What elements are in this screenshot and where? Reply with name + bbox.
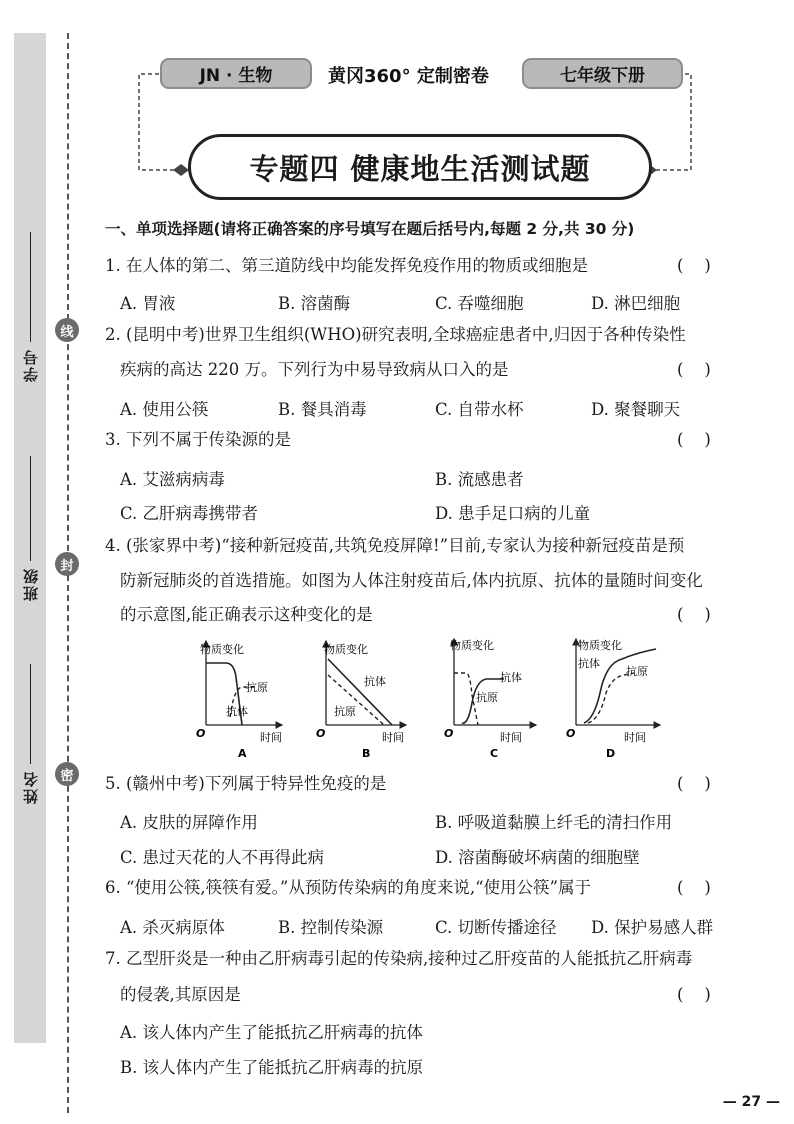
graph-a-xlabel: 时间	[260, 731, 282, 744]
question-5-option-a[interactable]: A. 皮肤的屏障作用	[120, 813, 258, 832]
question-2-option-d[interactable]: D. 聚餐聊天	[591, 400, 681, 419]
name-blank[interactable]	[30, 664, 31, 764]
graph-d-ylabel: 物质变化	[578, 639, 622, 652]
page-number: — 27 —	[722, 1094, 780, 1110]
class-label: 班级	[21, 567, 40, 601]
question-2-stem-line-1: 2. (昆明中考)世界卫生组织(WHO)研究表明,全球癌症患者中,归因于各种传染性	[105, 325, 686, 344]
question-3-answer-blank[interactable]: ( )	[677, 430, 711, 449]
question-7-stem-line-1: 7. 乙型肝炎是一种由乙肝病毒引起的传染病,接种过乙肝疫苗的人能抵抗乙肝病毒	[105, 949, 693, 968]
seal-mark-seal: 封	[55, 552, 79, 576]
question-4-stem-line-3: 的示意图,能正确表示这种变化的是	[120, 605, 373, 624]
question-6-option-d[interactable]: D. 保护易感人群	[591, 918, 714, 937]
graph-d-antigen-label: 抗原	[626, 665, 648, 678]
seal-mark-line: 线	[55, 318, 79, 342]
antigen-antibody-graphs	[190, 633, 670, 763]
question-6-answer-blank[interactable]: ( )	[677, 878, 711, 897]
graph-c-ylabel: 物质变化	[450, 639, 494, 652]
graph-b-xlabel: 时间	[382, 731, 404, 744]
graph-c-antigen-label: 抗原	[476, 691, 498, 704]
question-5-option-c[interactable]: C. 患过天花的人不再得此病	[120, 848, 325, 867]
question-6-stem: 6. “使用公筷,筷筷有爱。”从预防传染病的角度来说,“使用公筷”属于	[105, 878, 591, 897]
seal-mark-secret: 密	[55, 762, 79, 786]
graph-c-panel-label: C	[490, 747, 499, 760]
subject-badge: JN · 生物	[160, 58, 312, 89]
series-label: 黄冈360° 定制密卷	[328, 66, 489, 87]
graph-panel-d	[566, 638, 660, 760]
question-3-option-c[interactable]: C. 乙肝病毒携带者	[120, 504, 259, 523]
section-heading: 一、单项选择题(请将正确答案的序号填写在题后括号内,每题 2 分,共 30 分)	[105, 220, 635, 238]
student-number-blank[interactable]	[30, 232, 31, 342]
graph-b-origin: O	[316, 727, 326, 740]
graph-a-ylabel: 物质变化	[200, 643, 244, 656]
question-7-option-a[interactable]: A. 该人体内产生了能抵抗乙肝病毒的抗体	[120, 1023, 423, 1042]
graph-panel-a	[196, 641, 282, 760]
graph-d-antibody-label: 抗体	[578, 657, 600, 670]
question-4-stem-line-1: 4. (张家界中考)“接种新冠疫苗,共筑免疫屏障!”目前,专家认为接种新冠疫苗是预	[105, 536, 685, 555]
page-title-box	[188, 134, 652, 200]
graph-d-panel-label: D	[606, 747, 616, 760]
question-2-option-c[interactable]: C. 自带水杯	[435, 400, 524, 419]
graph-a-origin: O	[196, 727, 206, 740]
graph-panel-c	[444, 638, 536, 760]
question-1-option-a[interactable]: A. 胃液	[120, 294, 176, 313]
question-7-option-b[interactable]: B. 该人体内产生了能抵抗乙肝病毒的抗原	[120, 1058, 424, 1077]
graph-b-antigen-label: 抗原	[334, 705, 356, 718]
question-7-stem-line-2: 的侵袭,其原因是	[120, 985, 241, 1004]
class-field[interactable]	[17, 452, 43, 601]
graph-a-antigen-label: 抗原	[246, 681, 268, 694]
class-blank[interactable]	[30, 456, 31, 561]
question-1-stem: 1. 在人体的第二、第三道防线中均能发挥免疫作用的物质或细胞是	[105, 256, 588, 275]
question-2-answer-blank[interactable]: ( )	[677, 360, 711, 379]
graph-b-ylabel: 物质变化	[324, 643, 368, 656]
question-1-option-c[interactable]: C. 吞噬细胞	[435, 294, 524, 313]
grade-badge: 七年级下册	[522, 58, 683, 89]
question-5-answer-blank[interactable]: ( )	[677, 774, 711, 793]
name-label: 姓名	[21, 770, 40, 804]
question-5-stem: 5. (赣州中考)下列属于特异性免疫的是	[105, 774, 387, 793]
question-2-stem-line-2: 疾病的高达 220 万。下列行为中易导致病从口入的是	[120, 360, 509, 379]
graph-d-xlabel: 时间	[624, 731, 646, 744]
graph-c-antibody-label: 抗体	[500, 671, 522, 684]
question-2-option-b[interactable]: B. 餐具消毒	[278, 400, 367, 419]
graph-b-antibody-label: 抗体	[364, 675, 386, 688]
question-6-option-c[interactable]: C. 切断传播途径	[435, 918, 557, 937]
question-1-option-b[interactable]: B. 溶菌酶	[278, 294, 351, 313]
graph-a-antibody-label: 抗体	[226, 705, 248, 718]
question-3-option-b[interactable]: B. 流感患者	[435, 470, 524, 489]
graph-b-panel-label: B	[362, 747, 371, 760]
question-3-option-a[interactable]: A. 艾滋病病毒	[120, 470, 225, 489]
graph-a-panel-label: A	[238, 747, 247, 760]
question-5-option-b[interactable]: B. 呼吸道黏膜上纤毛的清扫作用	[435, 813, 673, 832]
question-5-option-d[interactable]: D. 溶菌酶破坏病菌的细胞壁	[435, 848, 640, 867]
question-2-option-a[interactable]: A. 使用公筷	[120, 400, 209, 419]
header-bar	[160, 58, 683, 91]
student-number-label: 学号	[21, 348, 40, 382]
student-number-field[interactable]	[17, 228, 43, 382]
question-3-option-d[interactable]: D. 患手足口病的儿童	[435, 504, 591, 523]
question-1-answer-blank[interactable]: ( )	[677, 256, 711, 275]
graph-c-origin: O	[444, 727, 454, 740]
question-7-answer-blank[interactable]: ( )	[677, 985, 711, 1004]
graph-panel-b	[316, 641, 406, 760]
question-6-option-a[interactable]: A. 杀灭病原体	[120, 918, 225, 937]
question-1-option-d[interactable]: D. 淋巴细胞	[591, 294, 681, 313]
name-field[interactable]	[17, 660, 43, 804]
graph-d-origin: O	[566, 727, 576, 740]
question-4-stem-line-2: 防新冠肺炎的首选措施。如图为人体注射疫苗后,体内抗原、抗体的量随时间变化	[120, 571, 703, 590]
question-4-answer-blank[interactable]: ( )	[677, 605, 711, 624]
page-title: 专题四 健康地生活测试题	[249, 151, 591, 186]
question-3-stem: 3. 下列不属于传染源的是	[105, 430, 291, 449]
question-6-option-b[interactable]: B. 控制传染源	[278, 918, 384, 937]
graph-c-xlabel: 时间	[500, 731, 522, 744]
